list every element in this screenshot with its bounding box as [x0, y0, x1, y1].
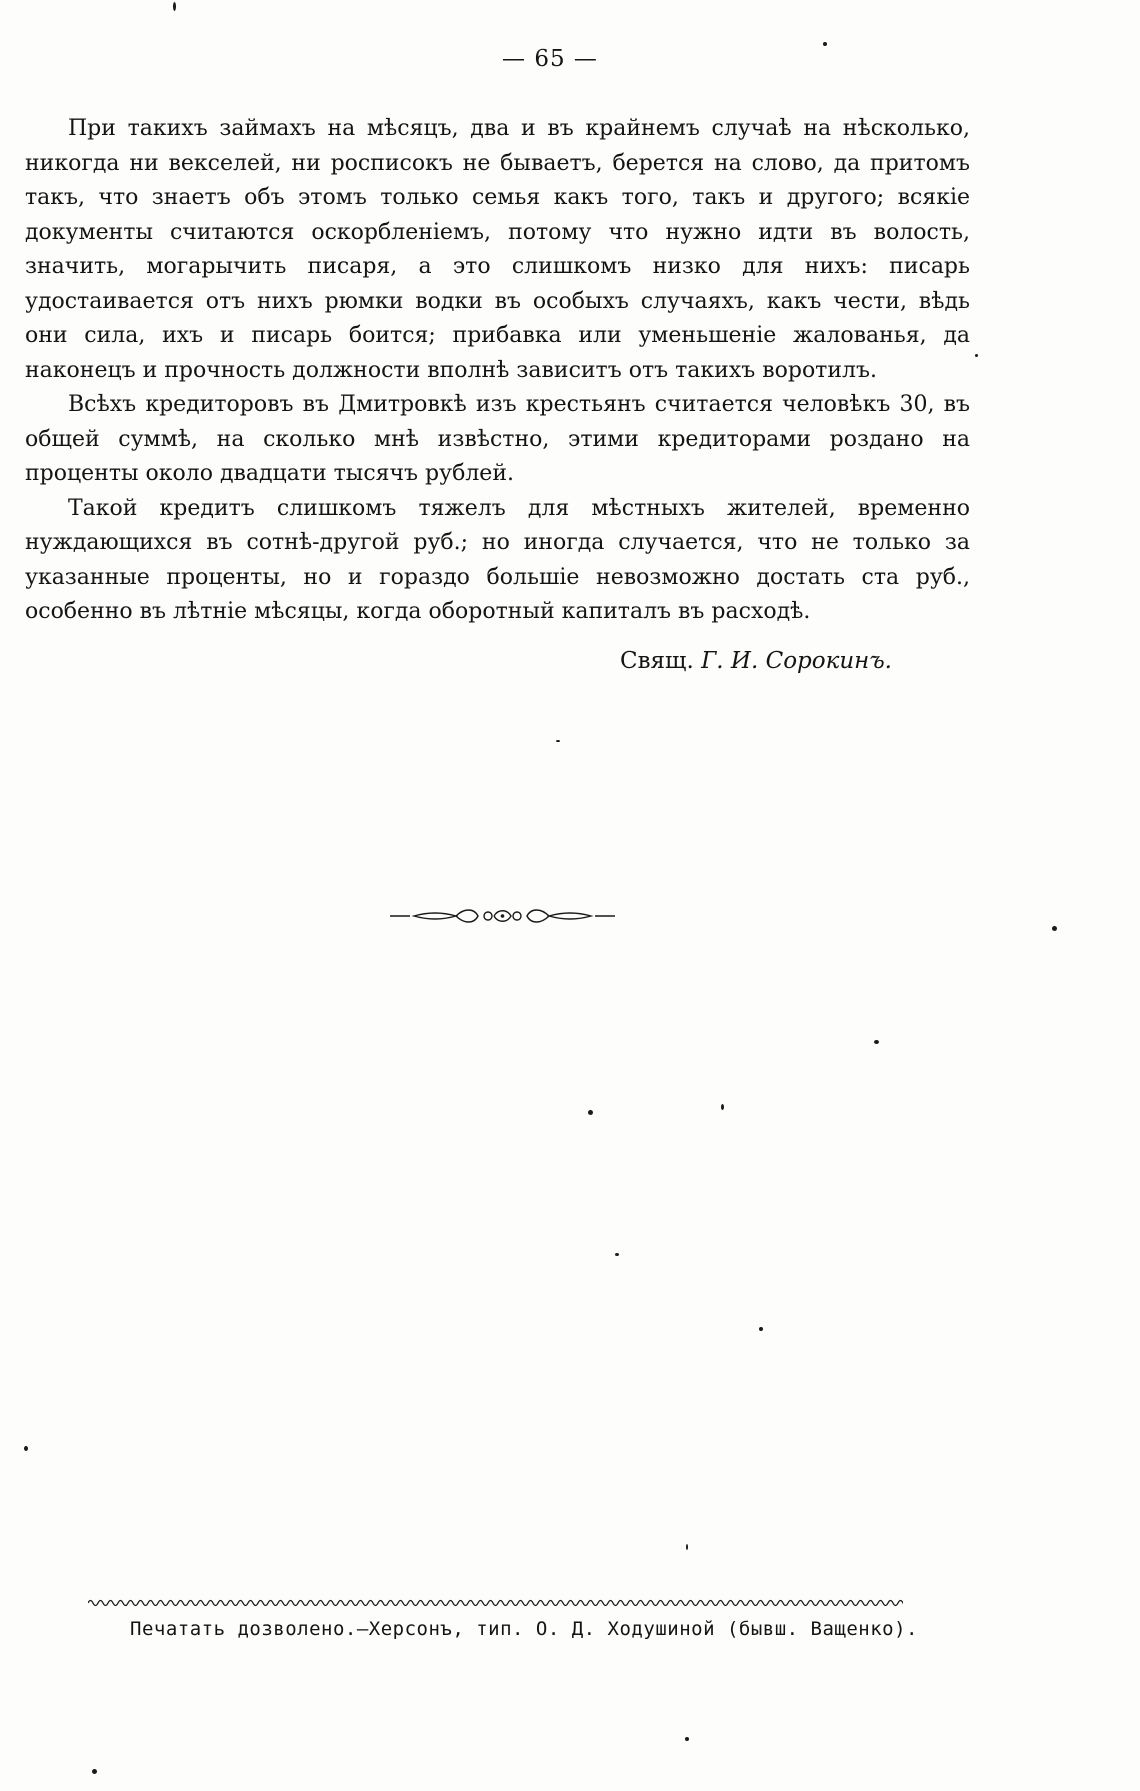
scan-speck	[874, 1040, 879, 1044]
imprint-line: Печатать дозволено.—Херсонъ, тип. О. Д. Ходушиной (бывш. Ващенко).	[130, 1618, 918, 1640]
page-number: — 65 —	[502, 46, 598, 72]
paragraph-1: При такихъ займахъ на мѣсяцъ, два и въ крайнемъ случаѣ на нѣсколько, никогда ни векселей, ни росписокъ не бываетъ, берется на слово, да притомъ такъ, что знаетъ объ этомъ только семья какъ того, такъ и другого; всякіе документы считаются оскорбленіемъ, потому что нужно идти въ волость, значить, могарычить писаря, а это слишкомъ низко для нихъ: писарь удостаивается отъ нихъ рюмки водки въ особыхъ случаяхъ, какъ чести, вѣдь они сила, ихъ и писарь боится; прибавка или уменьшеніе жалованья, да наконецъ и прочность должности вполнѣ зависитъ отъ такихъ воротилъ.	[25, 116, 970, 383]
paragraph-2: Всѣхъ кредиторовъ въ Дмитровкѣ изъ крестьянъ считается человѣкъ 30, въ общей суммѣ, на сколько мнѣ извѣстно, этими кредиторами роздано на проценты около двадцати тысячъ рублей.	[25, 392, 970, 486]
scan-speck	[173, 2, 176, 11]
scan-speck	[721, 1104, 724, 1110]
body-text	[25, 112, 970, 630]
scan-speck	[685, 1737, 689, 1741]
scan-speck	[686, 1544, 688, 1550]
signature-prefix: Свящ.	[620, 648, 694, 674]
paragraph-3: Такой кредитъ слишкомъ тяжелъ для мѣстныхъ жителей, временно нуждающихся въ сотнѣ-другой руб.; но иногда случается, что не только за указанные проценты, но и гораздо большіе невозможно достать ста руб., особенно въ лѣтніе мѣсяцы, когда оборотный капиталъ въ расходѣ.	[25, 495, 970, 624]
scan-speck	[615, 1253, 619, 1256]
footer-wavy-rule	[88, 1597, 903, 1609]
scan-speck	[556, 740, 560, 742]
scan-speck	[588, 1110, 593, 1115]
scan-speck	[24, 1446, 28, 1451]
scan-speck	[92, 1769, 97, 1774]
signature-name: Г. И. Сорокинъ.	[701, 648, 892, 674]
scan-speck	[975, 354, 978, 357]
scan-speck	[823, 42, 827, 46]
scan-speck	[759, 1327, 763, 1331]
signature	[620, 648, 892, 674]
ornament-divider-icon	[390, 906, 615, 926]
scan-speck	[1052, 926, 1057, 931]
